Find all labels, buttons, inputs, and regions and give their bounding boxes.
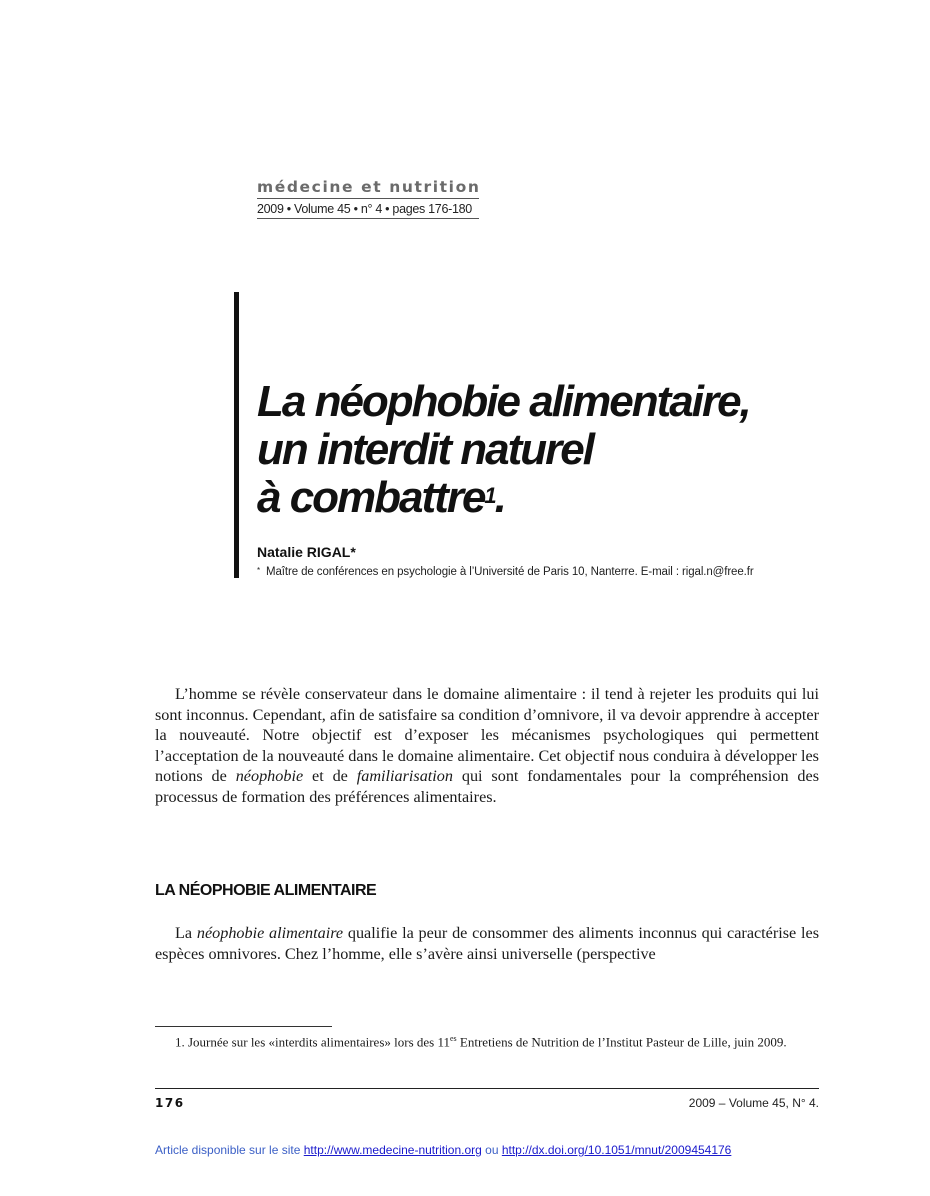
intro-em-neophobie: néophobie xyxy=(235,767,304,786)
doi-link[interactable]: http://dx.doi.org/10.1051/mnut/2009454176 xyxy=(501,1143,732,1157)
footnote-rule xyxy=(155,1026,332,1027)
journal-header xyxy=(257,178,479,219)
journal-rule xyxy=(257,198,479,199)
page-footer-rule xyxy=(155,1088,819,1089)
journal-site-link[interactable]: http://www.medecine-nutrition.org xyxy=(303,1143,482,1157)
article-title xyxy=(257,378,750,522)
section-text-1: La xyxy=(175,924,197,942)
title-end: . xyxy=(494,473,505,522)
footer-issue: 2009 – Volume 45, N° 4. xyxy=(688,1096,819,1110)
intro-paragraph xyxy=(155,684,819,808)
footnote xyxy=(155,1030,819,1050)
title-line-1: La néophobie alimentaire, xyxy=(257,377,750,426)
author-name: Natalie RIGAL* xyxy=(257,544,356,560)
journal-name: médecine et nutrition xyxy=(257,178,481,196)
page-number: 176 xyxy=(155,1096,185,1110)
title-side-bar xyxy=(234,292,239,578)
affiliation-mark: * xyxy=(257,566,261,575)
footnote-text-1: 1. Journée sur les «interdits alimentaires» lors des 11 xyxy=(175,1034,450,1050)
footnote-sup: es xyxy=(450,1034,457,1043)
section-paragraph xyxy=(155,923,819,964)
availability-middle: ou xyxy=(481,1143,502,1157)
affiliation-text: Maître de conférences en psychologie à l’Université de Paris 10, Nanterre. E-mail : rigal.n@free.fr xyxy=(266,566,754,578)
intro-text-2: et de xyxy=(303,767,357,786)
title-line-3 xyxy=(257,474,750,522)
section-em-neophobie: néophobie alimentaire xyxy=(196,924,344,942)
title-line-3-text: à combattre xyxy=(257,473,485,522)
availability-notice xyxy=(155,1143,731,1157)
author-affiliation xyxy=(257,566,754,578)
intro-text-1: L’homme se révèle conservateur dans le domaine alimentaire : il tend à rejeter les produits qui lui sont inconnus. Cependant, afin de satisfaire sa condition d’omnivore, il va devoir apprendre à accepter la nouveauté. Notre objectif est d’exposer les mécanismes psychologiques qui permettent l’acceptation de la nouveauté dans le domaine alimentaire. Cet objectif nous conduira à développer les notions de xyxy=(155,685,819,786)
issue-line: 2009 • Volume 45 • n° 4 • pages 176-180 xyxy=(257,202,479,219)
section-text-2: qualifie la peur de consommer des aliments inconnus qui caractérise les espèces omnivores. Chez l’homme, elle s’avère ainsi universelle (perspective xyxy=(155,924,819,963)
intro-text-3: qui sont fondamentales pour la compréhension des processus de formation des préférences alimentaires. xyxy=(155,767,819,806)
intro-em-familiarisation: familiarisation xyxy=(356,767,453,786)
title-line-2: un interdit naturel xyxy=(257,425,593,474)
section-heading: LA NÉOPHOBIE ALIMENTAIRE xyxy=(155,882,377,899)
availability-prefix: Article disponible sur le site xyxy=(155,1143,304,1157)
title-footnote-mark: 1 xyxy=(484,483,495,508)
footnote-text-2: Entretiens de Nutrition de l’Institut Pasteur de Lille, juin 2009. xyxy=(456,1034,787,1050)
